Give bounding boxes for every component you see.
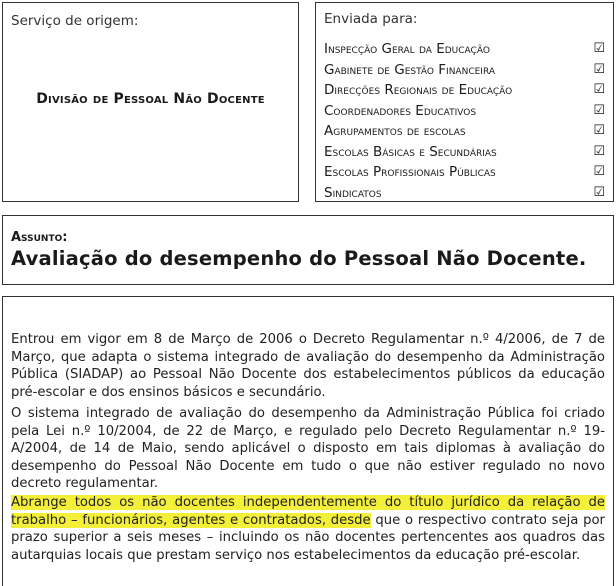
recipient-label: Gabinete de Gestão Financeira — [324, 61, 495, 78]
body-paragraph: Entrou em vigor em 8 de Março de 2006 o Decreto Regulamentar n.º 4/2006, de 7 de Março, que adapta o sistema integrado de avaliação do desempenho da Administração Pública (SIADAP) ao Pessoal Não Docente dos estabelecimentos públicos da educação pré-escolar e dos ensinos básicos e secundário. — [11, 332, 605, 400]
recipient-label: Coordenadores Educativos — [324, 102, 477, 119]
recipient-label: Agrupamentos de escolas — [324, 123, 466, 139]
checkbox-checked-icon[interactable]: ☑ — [593, 143, 605, 159]
recipient-label: Escolas Básicas e Secundárias — [324, 143, 497, 160]
checkbox-checked-icon[interactable]: ☑ — [593, 41, 605, 56]
recipient-item — [324, 39, 609, 60]
checkbox-checked-icon[interactable]: ☑ — [593, 123, 605, 138]
recipients-label: Enviada para: — [324, 11, 418, 27]
recipient-label: Inspecção Geral da Educação — [324, 41, 490, 57]
recipient-item — [324, 101, 609, 122]
recipient-item — [324, 183, 609, 204]
checkbox-checked-icon[interactable]: ☑ — [593, 102, 605, 118]
body-panel — [2, 296, 614, 586]
recipient-label: Direcções Regionais de Educação — [324, 82, 513, 98]
recipient-item — [324, 142, 609, 163]
body-paragraph: O sistema integrado de avaliação do desempenho da Administração Pública foi criado pela Lei n.º 10/2004, de 22 de Março, e regulado pelo Decreto Regulamentar n.º 19-A/2004, de 14 de Maio, sendo aplicável o disposto em tais diplomas à avaliação do desempenho do Pessoal Não Docente em tudo o que não estiver regulado no novo decreto regulamentar. — [11, 406, 605, 491]
checkbox-checked-icon[interactable]: ☑ — [593, 164, 605, 179]
checkbox-checked-icon[interactable]: ☑ — [593, 61, 605, 77]
recipient-item — [324, 162, 609, 183]
recipients-panel — [315, 2, 614, 202]
division-name: Divisão de Pessoal Não Docente — [36, 91, 265, 107]
checkbox-checked-icon[interactable]: ☑ — [593, 184, 605, 200]
recipient-item — [324, 80, 609, 101]
checkbox-checked-icon[interactable]: ☑ — [593, 82, 605, 97]
subject-title: Avaliação do desempenho do Pessoal Não Docente. — [11, 247, 587, 270]
body-paragraph — [11, 494, 605, 564]
subject-label: Assunto: — [11, 230, 68, 245]
recipient-item — [324, 60, 609, 81]
recipient-list — [324, 39, 609, 203]
recipient-label: Sindicatos — [324, 184, 382, 201]
origin-label: Serviço de origem: — [11, 13, 139, 29]
highlighted-text: Abrange todos os não docentes independentemente do título jurídico da relação de trabalho – funcionários, agentes e contratados, desde — [11, 495, 605, 528]
recipient-item — [324, 121, 609, 142]
origin-panel — [2, 2, 299, 202]
paragraph-text: que o respectivo contrato seja por prazo superior a seis meses – incluindo os não docentes pertencentes aos quadros das autarquias locais que prestam serviço nos estabelecimentos da educação pré-escolar. — [11, 512, 605, 563]
recipient-label: Escolas Profissionais Públicas — [324, 164, 496, 180]
subject-panel — [2, 215, 614, 285]
